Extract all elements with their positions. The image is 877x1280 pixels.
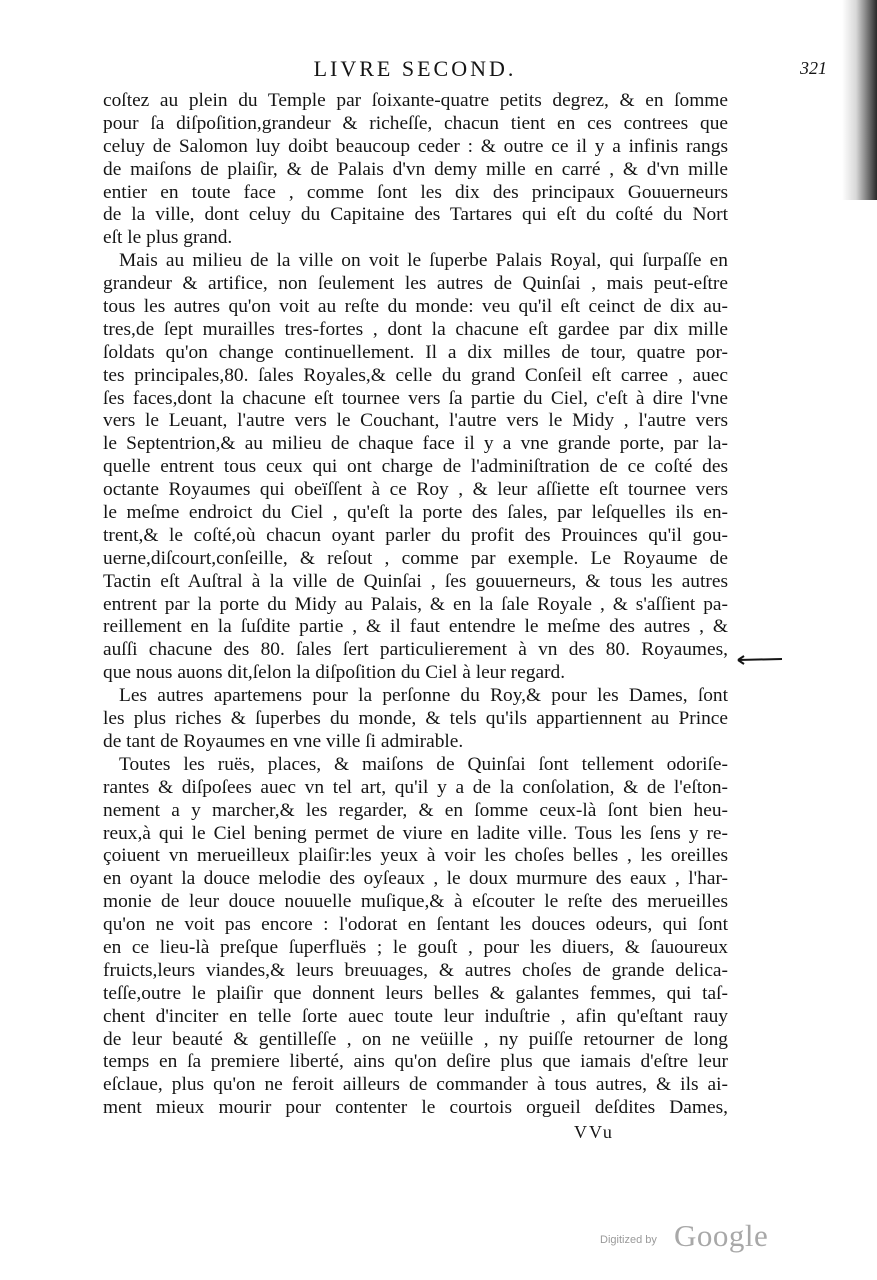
paragraph-start: Les autres apartemens pour la perſonne du Roy,& pour les Dames, ſont (119, 685, 728, 707)
text-line: quelle entrent tous ceux qui ont charge de l'adminiſtration de ce coſté des (103, 456, 728, 478)
text-line: eſt le plus grand. (103, 227, 233, 249)
text-line: en ce lieu-là preſque ſuperfluës ; le gouſt , pour les diuers, & ſauoureux (103, 936, 728, 958)
text-line: le Septentrion,& au milieu de chaque face il y a vne grande porte, par la- (103, 433, 728, 455)
text-line: ſoldats qu'on change continuellement. Il a dix milles de tour, quatre por- (103, 341, 728, 363)
text-line: en oyant la douce melodie des oyſeaux , le doux murmure des eaux , l'har- (103, 868, 728, 890)
body-text (103, 90, 728, 1120)
text-line: pour ſa diſpoſition,grandeur & richeſſe, chacun tient en ces contrees que (103, 112, 728, 134)
text-line: qu'on ne voit pas encore : l'odorat en ſentant les douces odeurs, qui ſont (103, 914, 728, 936)
text-line: chent d'inciter en telle ſorte auec toute leur induſtrie , afin qu'eſtant rauy (103, 1005, 728, 1027)
text-line: celuy de Salomon luy doibt beaucoup ceder : & outre ce il y a infinis rangs (103, 135, 728, 157)
text-line: de tant de Royaumes en vne ville ſi admirable. (103, 730, 464, 752)
text-line: coſtez au plein du Temple par ſoixante-quatre petits degrez, & en ſomme (103, 90, 728, 111)
text-line: de la ville, dont celuy du Capitaine des Tartares qui eſt du coſté du Nort (103, 204, 728, 226)
text-line: monie de leur douce nouuelle muſique,& à eſcouter le reſte des merueilles (103, 891, 728, 913)
signature-mark: VVu (574, 1122, 614, 1142)
digitized-watermark (600, 1218, 790, 1258)
marginal-pointer-mark (736, 655, 788, 665)
text-line: ment mieux mourir pour contenter le courtois orgueil deſdites Dames, (103, 1097, 728, 1119)
text-line: entrent par la porte du Midy au Palais, & en la ſale Royale , & s'aſſient pa- (103, 593, 728, 615)
text-line: tres,de ſept murailles tres-fortes , dont la chacune eſt gardee par dix mille (103, 318, 728, 340)
text-line: rantes & diſpoſees auec vn tel art, qu'il y a de la conſolation, & de l'eſton- (103, 776, 728, 798)
paragraph-start: Mais au milieu de la ville on voit le ſuperbe Palais Royal, qui ſurpaſſe en (119, 250, 728, 272)
text-line: reillement en la ſuſdite partie , & il faut entendre le meſme des autres , & (103, 616, 728, 638)
text-line: eſclaue, plus qu'on ne feroit ailleurs de commander à tous autres, & ils ai- (103, 1074, 728, 1096)
paragraph-start: Toutes les ruës, places, & maiſons de Quinſai ſont tellement odoriſe- (119, 753, 728, 775)
text-line: de leur beauté & gentilleſſe , on ne veüille , ny puiſſe retourner de long (103, 1028, 728, 1050)
digitized-by-label: Digitized by (600, 1234, 657, 1246)
scan-edge-shadow (842, 0, 877, 200)
text-line: le meſme endroict du Ciel , qu'eſt la porte des ſales, par leſquelles ils en- (103, 502, 728, 524)
text-line: de maiſons de plaiſir, & de Palais d'vn demy mille en carré , & d'vn mille (103, 158, 728, 180)
text-line: que nous auons dit,ſelon la diſpoſition du Ciel à leur regard. (103, 662, 566, 684)
text-line: fruicts,leurs viandes,& leurs breuuages, & autres choſes de grande delica- (103, 959, 728, 981)
text-line: tes principales,80. ſales Royales,& celle du grand Conſeil eſt carree , auec (103, 364, 728, 386)
text-line: grandeur & artifice, non ſeulement les autres de Quinſai , mais peut-eſtre (103, 273, 728, 295)
text-line: trent,& le coſté,où chacun oyant parler du profit des Prouinces qu'il gou- (103, 524, 728, 546)
text-line: Tactin eſt Auſtral à la ville de Quinſai , ſes gouuerneurs, & tous les autres (103, 570, 728, 592)
text-line: uerne,diſcourt,conſeille, & reſout , comme par exemple. Le Royaume de (103, 547, 728, 569)
text-line: octante Royaumes qui obeïſſent à ce Roy , & leur aſſiette eſt tournee vers (103, 479, 728, 501)
page-number: 321 (800, 58, 827, 78)
text-line: ſes faces,dont la chacune eſt tournee vers ſa partie du Ciel, c'eſt à dire l'vne (103, 387, 728, 409)
text-line: tous les autres qu'on voit au reſte du monde: veu qu'il eſt ceinct de dix au- (103, 296, 728, 318)
text-line: reux,à qui le Ciel bening permet de viure en ladite ville. Tous les ſens y re- (103, 822, 728, 844)
page-header (0, 56, 877, 86)
google-logo: Google (674, 1218, 769, 1253)
running-head: LIVRE SECOND. (313, 56, 517, 81)
text-line: vers le Leuant, l'autre vers le Couchant, l'autre vers le Midy , l'autre vers (103, 410, 728, 432)
text-line: temps en ſa premiere liberté, ains qu'on deſire plus que iamais d'eſtre leur (103, 1051, 728, 1073)
text-line: nement a y marcher,& les regarder, & en ſomme ceux-là ſont bien heu- (103, 799, 728, 821)
text-line: les plus riches & ſuperbes du monde, & tels qu'ils appartiennent au Prince (103, 708, 728, 730)
text-line: auſſi chacune des 80. ſales ſert particulierement à vn des 80. Royaumes, (103, 639, 728, 661)
text-line: entier en toute face , comme ſont les dix des principaux Gouuerneurs (103, 181, 728, 203)
text-line: teſſe,outre le plaiſir que donnent leurs belles & galantes femmes, qui taſ- (103, 982, 728, 1004)
text-line: çoiuent vn merueilleux plaiſir:les yeux à voir les choſes belles , les oreilles (103, 845, 728, 867)
